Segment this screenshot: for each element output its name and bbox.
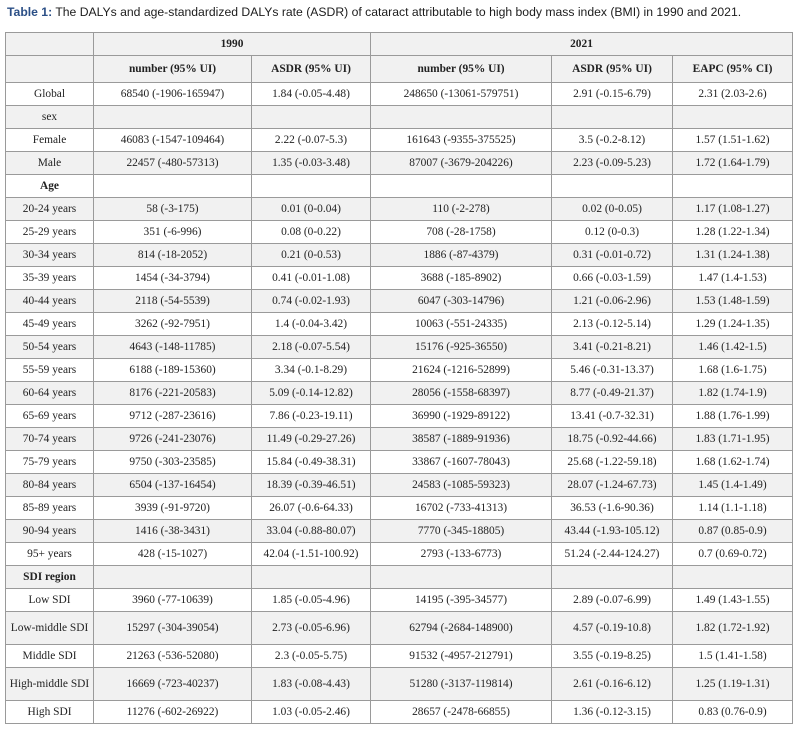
eapc-cell: 1.49 (1.43-1.55) (673, 589, 793, 612)
asdr-1990-cell: 1.83 (-0.08-4.43) (252, 668, 371, 701)
row-label: 55-59 years (6, 359, 94, 382)
number-2021-cell: 38587 (-1889-91936) (371, 428, 552, 451)
asdr-2021-cell: 25.68 (-1.22-59.18) (552, 451, 673, 474)
eapc-cell: 1.68 (1.62-1.74) (673, 451, 793, 474)
asdr-1990-cell: 5.09 (-0.14-12.82) (252, 382, 371, 405)
asdr-2021-cell: 3.55 (-0.19-8.25) (552, 645, 673, 668)
header-blank-cell (6, 56, 94, 83)
asdr-2021-cell: 8.77 (-0.49-21.37) (552, 382, 673, 405)
table-row (6, 405, 793, 428)
table-row (6, 152, 793, 175)
empty-cell (252, 106, 371, 129)
number-2021-cell: 10063 (-551-24335) (371, 313, 552, 336)
table-row (6, 428, 793, 451)
number-1990-cell: 3262 (-92-7951) (94, 313, 252, 336)
asdr-2021-cell: 4.57 (-0.19-10.8) (552, 612, 673, 645)
empty-cell (94, 106, 252, 129)
header-asdr-2021: ASDR (95% UI) (552, 56, 673, 83)
table-row (6, 313, 793, 336)
asdr-2021-cell: 13.41 (-0.7-32.31) (552, 405, 673, 428)
asdr-1990-cell: 42.04 (-1.51-100.92) (252, 543, 371, 566)
eapc-cell: 1.28 (1.22-1.34) (673, 221, 793, 244)
eapc-cell: 1.14 (1.1-1.18) (673, 497, 793, 520)
row-label: 25-29 years (6, 221, 94, 244)
table-row (6, 645, 793, 668)
number-2021-cell: 36990 (-1929-89122) (371, 405, 552, 428)
header-year-2021: 2021 (371, 33, 793, 56)
eapc-cell: 1.53 (1.48-1.59) (673, 290, 793, 313)
asdr-1990-cell: 2.22 (-0.07-5.3) (252, 129, 371, 152)
table-row (6, 668, 793, 701)
eapc-cell: 0.7 (0.69-0.72) (673, 543, 793, 566)
number-2021-cell: 62794 (-2684-148900) (371, 612, 552, 645)
table-row (6, 221, 793, 244)
number-2021-cell: 28056 (-1558-68397) (371, 382, 552, 405)
asdr-1990-cell: 18.39 (-0.39-46.51) (252, 474, 371, 497)
asdr-2021-cell: 2.91 (-0.15-6.79) (552, 83, 673, 106)
row-label: Low-middle SDI (6, 612, 94, 645)
number-2021-cell: 51280 (-3137-119814) (371, 668, 552, 701)
eapc-cell: 1.47 (1.4-1.53) (673, 267, 793, 290)
eapc-cell: 1.68 (1.6-1.75) (673, 359, 793, 382)
table-row (6, 701, 793, 724)
asdr-1990-cell: 3.34 (-0.1-8.29) (252, 359, 371, 382)
row-label: Female (6, 129, 94, 152)
eapc-cell: 1.82 (1.74-1.9) (673, 382, 793, 405)
number-2021-cell: 16702 (-733-41313) (371, 497, 552, 520)
asdr-2021-cell: 0.31 (-0.01-0.72) (552, 244, 673, 267)
eapc-cell: 1.45 (1.4-1.49) (673, 474, 793, 497)
asdr-1990-cell: 0.41 (-0.01-1.08) (252, 267, 371, 290)
row-label: 85-89 years (6, 497, 94, 520)
number-1990-cell: 16669 (-723-40237) (94, 668, 252, 701)
eapc-cell: 0.83 (0.76-0.9) (673, 701, 793, 724)
empty-cell (94, 175, 252, 198)
asdr-1990-cell: 1.35 (-0.03-3.48) (252, 152, 371, 175)
number-2021-cell: 248650 (-13061-579751) (371, 83, 552, 106)
number-2021-cell: 110 (-2-278) (371, 198, 552, 221)
eapc-cell: 1.88 (1.76-1.99) (673, 405, 793, 428)
table-row (6, 129, 793, 152)
empty-cell (252, 566, 371, 589)
asdr-1990-cell: 0.08 (0-0.22) (252, 221, 371, 244)
empty-cell (371, 175, 552, 198)
caption-text: The DALYs and age-standardized DALYs rate (ASDR) of cataract attributable to high body mass index (BMI) in 1990 and 2021. (52, 5, 742, 19)
asdr-1990-cell: 1.4 (-0.04-3.42) (252, 313, 371, 336)
number-2021-cell: 33867 (-1607-78043) (371, 451, 552, 474)
row-label: Low SDI (6, 589, 94, 612)
asdr-2021-cell: 0.02 (0-0.05) (552, 198, 673, 221)
number-1990-cell: 3960 (-77-10639) (94, 589, 252, 612)
number-1990-cell: 9750 (-303-23585) (94, 451, 252, 474)
empty-cell (673, 566, 793, 589)
asdr-1990-cell: 1.85 (-0.05-4.96) (252, 589, 371, 612)
row-label: 90-94 years (6, 520, 94, 543)
empty-cell (552, 566, 673, 589)
eapc-cell: 1.25 (1.19-1.31) (673, 668, 793, 701)
header-year-1990: 1990 (94, 33, 371, 56)
column-header-row (6, 56, 793, 83)
number-1990-cell: 9712 (-287-23616) (94, 405, 252, 428)
row-label: 75-79 years (6, 451, 94, 474)
number-1990-cell: 814 (-18-2052) (94, 244, 252, 267)
table-row (6, 474, 793, 497)
table-row (6, 497, 793, 520)
number-1990-cell: 6504 (-137-16454) (94, 474, 252, 497)
number-2021-cell: 91532 (-4957-212791) (371, 645, 552, 668)
number-2021-cell: 24583 (-1085-59323) (371, 474, 552, 497)
section-label: SDI region (6, 566, 94, 589)
asdr-1990-cell: 7.86 (-0.23-19.11) (252, 405, 371, 428)
asdr-2021-cell: 3.5 (-0.2-8.12) (552, 129, 673, 152)
asdr-1990-cell: 26.07 (-0.6-64.33) (252, 497, 371, 520)
number-1990-cell: 3939 (-91-9720) (94, 497, 252, 520)
asdr-1990-cell: 11.49 (-0.29-27.26) (252, 428, 371, 451)
table-row (6, 451, 793, 474)
row-label: 60-64 years (6, 382, 94, 405)
number-1990-cell: 8176 (-221-20583) (94, 382, 252, 405)
header-asdr-1990: ASDR (95% UI) (252, 56, 371, 83)
eapc-cell: 1.17 (1.08-1.27) (673, 198, 793, 221)
year-header-row (6, 33, 793, 56)
number-2021-cell: 28657 (-2478-66855) (371, 701, 552, 724)
eapc-cell: 1.31 (1.24-1.38) (673, 244, 793, 267)
number-2021-cell: 161643 (-9355-375525) (371, 129, 552, 152)
number-1990-cell: 351 (-6-996) (94, 221, 252, 244)
table-row (6, 198, 793, 221)
section-row (6, 175, 793, 198)
asdr-1990-cell: 15.84 (-0.49-38.31) (252, 451, 371, 474)
table-caption (7, 4, 792, 21)
table-row (6, 336, 793, 359)
row-label: 45-49 years (6, 313, 94, 336)
empty-cell (94, 566, 252, 589)
number-1990-cell: 68540 (-1906-165947) (94, 83, 252, 106)
empty-cell (371, 566, 552, 589)
row-label: 20-24 years (6, 198, 94, 221)
table-row (6, 290, 793, 313)
number-1990-cell: 9726 (-241-23076) (94, 428, 252, 451)
row-label: High SDI (6, 701, 94, 724)
number-1990-cell: 4643 (-148-11785) (94, 336, 252, 359)
asdr-1990-cell: 1.03 (-0.05-2.46) (252, 701, 371, 724)
asdr-2021-cell: 1.21 (-0.06-2.96) (552, 290, 673, 313)
table-row (6, 83, 793, 106)
number-1990-cell: 11276 (-602-26922) (94, 701, 252, 724)
empty-cell (552, 175, 673, 198)
number-2021-cell: 708 (-28-1758) (371, 221, 552, 244)
number-2021-cell: 1886 (-87-4379) (371, 244, 552, 267)
asdr-2021-cell: 0.66 (-0.03-1.59) (552, 267, 673, 290)
empty-cell (552, 106, 673, 129)
asdr-2021-cell: 51.24 (-2.44-124.27) (552, 543, 673, 566)
empty-cell (673, 175, 793, 198)
number-1990-cell: 58 (-3-175) (94, 198, 252, 221)
asdr-1990-cell: 2.18 (-0.07-5.54) (252, 336, 371, 359)
asdr-2021-cell: 2.23 (-0.09-5.23) (552, 152, 673, 175)
data-table (5, 32, 793, 724)
empty-cell (252, 175, 371, 198)
empty-cell (371, 106, 552, 129)
asdr-2021-cell: 2.89 (-0.07-6.99) (552, 589, 673, 612)
section-label: Age (6, 175, 94, 198)
number-2021-cell: 2793 (-133-6773) (371, 543, 552, 566)
asdr-1990-cell: 0.74 (-0.02-1.93) (252, 290, 371, 313)
number-1990-cell: 428 (-15-1027) (94, 543, 252, 566)
eapc-cell: 1.72 (1.64-1.79) (673, 152, 793, 175)
row-label: 50-54 years (6, 336, 94, 359)
number-1990-cell: 6188 (-189-15360) (94, 359, 252, 382)
asdr-2021-cell: 2.13 (-0.12-5.14) (552, 313, 673, 336)
number-1990-cell: 1416 (-38-3431) (94, 520, 252, 543)
table-row (6, 382, 793, 405)
eapc-cell: 1.82 (1.72-1.92) (673, 612, 793, 645)
eapc-cell: 1.57 (1.51-1.62) (673, 129, 793, 152)
asdr-2021-cell: 5.46 (-0.31-13.37) (552, 359, 673, 382)
asdr-2021-cell: 2.61 (-0.16-6.12) (552, 668, 673, 701)
asdr-1990-cell: 2.3 (-0.05-5.75) (252, 645, 371, 668)
section-row (6, 566, 793, 589)
eapc-cell: 1.29 (1.24-1.35) (673, 313, 793, 336)
header-number-1990: number (95% UI) (94, 56, 252, 83)
section-row (6, 106, 793, 129)
row-label: 80-84 years (6, 474, 94, 497)
table-row (6, 267, 793, 290)
asdr-2021-cell: 3.41 (-0.21-8.21) (552, 336, 673, 359)
number-2021-cell: 7770 (-345-18805) (371, 520, 552, 543)
eapc-cell: 1.46 (1.42-1.5) (673, 336, 793, 359)
header-blank-cell (6, 33, 94, 56)
eapc-cell: 1.5 (1.41-1.58) (673, 645, 793, 668)
row-label: 95+ years (6, 543, 94, 566)
asdr-1990-cell: 0.21 (0-0.53) (252, 244, 371, 267)
header-eapc: EAPC (95% CI) (673, 56, 793, 83)
table-row (6, 244, 793, 267)
number-2021-cell: 3688 (-185-8902) (371, 267, 552, 290)
caption-lead: Table 1: (7, 5, 53, 19)
number-1990-cell: 1454 (-34-3794) (94, 267, 252, 290)
table-row (6, 589, 793, 612)
row-label: 35-39 years (6, 267, 94, 290)
asdr-2021-cell: 43.44 (-1.93-105.12) (552, 520, 673, 543)
table-body (6, 83, 793, 724)
row-label: Global (6, 83, 94, 106)
row-label: High-middle SDI (6, 668, 94, 701)
number-2021-cell: 14195 (-395-34577) (371, 589, 552, 612)
row-label: 65-69 years (6, 405, 94, 428)
asdr-2021-cell: 36.53 (-1.6-90.36) (552, 497, 673, 520)
row-label: Middle SDI (6, 645, 94, 668)
number-1990-cell: 22457 (-480-57313) (94, 152, 252, 175)
number-1990-cell: 2118 (-54-5539) (94, 290, 252, 313)
asdr-1990-cell: 2.73 (-0.05-6.96) (252, 612, 371, 645)
asdr-2021-cell: 1.36 (-0.12-3.15) (552, 701, 673, 724)
eapc-cell: 1.83 (1.71-1.95) (673, 428, 793, 451)
number-1990-cell: 46083 (-1547-109464) (94, 129, 252, 152)
asdr-1990-cell: 33.04 (-0.88-80.07) (252, 520, 371, 543)
header-number-2021: number (95% UI) (371, 56, 552, 83)
number-2021-cell: 87007 (-3679-204226) (371, 152, 552, 175)
row-label: 70-74 years (6, 428, 94, 451)
table-row (6, 359, 793, 382)
number-2021-cell: 15176 (-925-36550) (371, 336, 552, 359)
row-label: Male (6, 152, 94, 175)
table-row (6, 520, 793, 543)
row-label: 40-44 years (6, 290, 94, 313)
number-1990-cell: 15297 (-304-39054) (94, 612, 252, 645)
asdr-2021-cell: 28.07 (-1.24-67.73) (552, 474, 673, 497)
table-row (6, 612, 793, 645)
asdr-2021-cell: 18.75 (-0.92-44.66) (552, 428, 673, 451)
number-2021-cell: 6047 (-303-14796) (371, 290, 552, 313)
asdr-1990-cell: 1.84 (-0.05-4.48) (252, 83, 371, 106)
number-2021-cell: 21624 (-1216-52899) (371, 359, 552, 382)
eapc-cell: 0.87 (0.85-0.9) (673, 520, 793, 543)
section-label: sex (6, 106, 94, 129)
table-row (6, 543, 793, 566)
empty-cell (673, 106, 793, 129)
asdr-2021-cell: 0.12 (0-0.3) (552, 221, 673, 244)
number-1990-cell: 21263 (-536-52080) (94, 645, 252, 668)
eapc-cell: 2.31 (2.03-2.6) (673, 83, 793, 106)
asdr-1990-cell: 0.01 (0-0.04) (252, 198, 371, 221)
row-label: 30-34 years (6, 244, 94, 267)
